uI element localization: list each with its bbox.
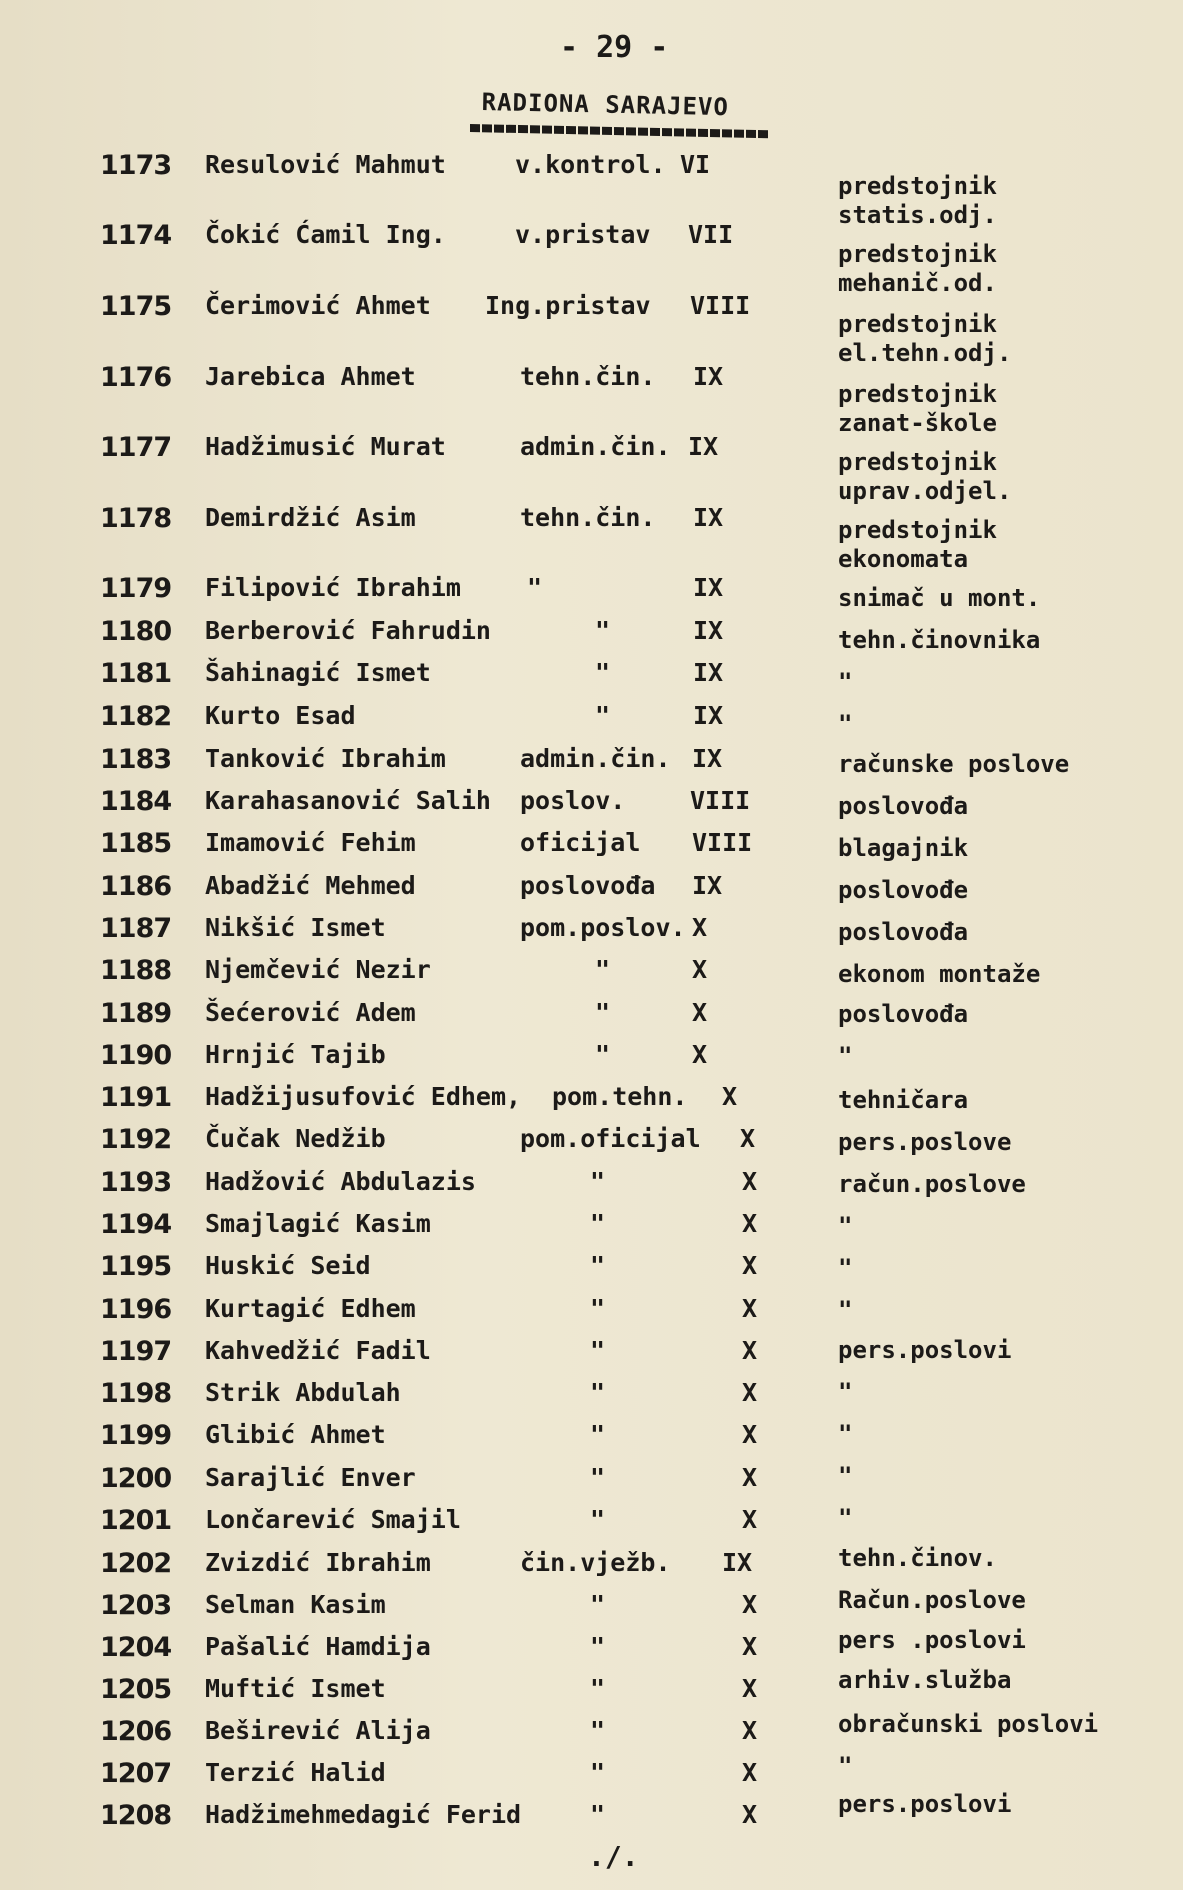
job-title: " — [595, 658, 611, 687]
employee-name: Imamović Fehim — [205, 828, 416, 857]
employee-name: Šećerović Adem — [205, 998, 416, 1027]
job-title: pom.poslov. — [520, 913, 686, 942]
job-title: v.kontrol. — [515, 150, 666, 179]
office-heading: RADIONA SARAJEVO — [481, 88, 730, 122]
employee-name: Jarebica Ahmet — [205, 362, 416, 391]
employee-name: Hadžimusić Murat — [205, 432, 446, 461]
employee-name: Lončarević Smajil — [205, 1505, 461, 1534]
entry-number: 1194 — [100, 1209, 172, 1240]
grade: IX — [693, 616, 724, 645]
duty-entry: pers.poslovi — [838, 1336, 1012, 1364]
entry-number: 1206 — [100, 1716, 172, 1747]
duty-entry: " — [838, 1462, 853, 1490]
employee-name: Hrnjić Tajib — [205, 1040, 386, 1069]
employee-name: Karahasanović Salih — [205, 786, 491, 815]
entry-number: 1201 — [100, 1505, 172, 1536]
employee-name: Huskić Seid — [205, 1251, 371, 1280]
duty-entry: " — [838, 710, 853, 738]
grade: X — [742, 1800, 758, 1829]
grade: X — [740, 1124, 756, 1153]
employee-name: Glibić Ahmet — [205, 1420, 386, 1449]
duty-entry: " — [838, 1212, 853, 1240]
job-title: " — [590, 1209, 606, 1238]
entry-number: 1191 — [100, 1082, 172, 1113]
entry-number: 1202 — [100, 1548, 172, 1579]
employee-name: Beširević Alija — [205, 1716, 431, 1745]
grade: X — [692, 1040, 708, 1069]
duty-entry: poslovođa — [838, 1000, 969, 1028]
duty-entry: predstojnik zanat-škole — [838, 380, 997, 437]
job-title: pom.tehn. — [552, 1082, 688, 1111]
job-title: tehn.čin. — [520, 362, 656, 391]
grade: IX — [693, 701, 724, 730]
duty-entry: " — [838, 1254, 853, 1282]
entry-number: 1179 — [100, 573, 172, 604]
grade: IX — [693, 362, 724, 391]
entry-number: 1205 — [100, 1674, 172, 1705]
grade: VIII — [692, 828, 753, 857]
grade: X — [692, 998, 708, 1027]
duty-entry: " — [838, 1042, 853, 1070]
employee-name: Resulović Mahmut — [205, 150, 446, 179]
entry-number: 1192 — [100, 1124, 172, 1155]
entry-number: 1196 — [100, 1294, 172, 1325]
grade: VIII — [690, 786, 751, 815]
job-title: " — [590, 1800, 606, 1829]
employee-name: Berberović Fahrudin — [205, 616, 491, 645]
grade: X — [742, 1463, 758, 1492]
employee-name: Kurto Esad — [205, 701, 356, 730]
entry-number: 1207 — [100, 1758, 172, 1789]
entry-number: 1189 — [100, 998, 172, 1029]
employee-name: Šahinagić Ismet — [205, 658, 431, 687]
duty-entry: poslovođe — [838, 876, 969, 904]
entry-number: 1173 — [100, 150, 172, 181]
job-title: Ing.pristav — [485, 291, 651, 320]
job-title: " — [595, 701, 611, 730]
employee-name: Filipović Ibrahim — [205, 573, 461, 602]
employee-name: Sarajlić Enver — [205, 1463, 416, 1492]
employee-name: Hadžimehmedagić Ferid — [205, 1800, 522, 1829]
job-title: tehn.čin. — [520, 503, 656, 532]
duty-entry: predstojnik el.tehn.odj. — [838, 310, 1012, 367]
entry-number: 1200 — [100, 1463, 172, 1494]
entry-number: 1178 — [100, 503, 172, 534]
employee-name: Čerimović Ahmet — [205, 291, 431, 320]
job-title: " — [590, 1590, 606, 1619]
entry-number: 1175 — [100, 291, 172, 322]
duty-entry: račun.poslove — [838, 1170, 1026, 1198]
grade: IX — [693, 503, 724, 532]
entry-number: 1204 — [100, 1632, 172, 1663]
entry-number: 1197 — [100, 1336, 172, 1367]
grade: X — [742, 1716, 758, 1745]
job-title: " — [527, 573, 543, 602]
entry-number: 1174 — [100, 220, 172, 251]
entry-number: 1190 — [100, 1040, 172, 1071]
duty-entry: " — [838, 1752, 853, 1780]
job-title: admin.čin. — [520, 744, 671, 773]
grade: X — [742, 1420, 758, 1449]
grade: VIII — [690, 291, 751, 320]
duty-entry: pers.poslovi — [838, 1790, 1012, 1818]
job-title: poslovođa — [520, 871, 656, 900]
grade: X — [742, 1674, 758, 1703]
employee-name: Čučak Nedžib — [205, 1124, 386, 1153]
entry-number: 1184 — [100, 786, 172, 817]
employee-name: Hadžijusufović Edhem, — [205, 1082, 522, 1111]
employee-name: Terzić Halid — [205, 1758, 386, 1787]
grade: X — [742, 1505, 758, 1534]
duty-entry: računske poslove — [838, 750, 1070, 778]
duty-entry: predstojnik ekonomata — [838, 516, 997, 573]
grade: X — [742, 1251, 758, 1280]
duty-entry: poslovođa — [838, 792, 969, 820]
job-title: " — [590, 1294, 606, 1323]
entry-number: 1203 — [100, 1590, 172, 1621]
job-title: " — [595, 1040, 611, 1069]
duty-entry: poslovođa — [838, 918, 969, 946]
grade: X — [742, 1632, 758, 1661]
duty-entry: predstojnik statis.odj. — [838, 172, 997, 229]
entry-number: 1177 — [100, 432, 172, 463]
grade: X — [692, 955, 708, 984]
duty-entry: blagajnik — [838, 834, 969, 862]
grade: IX — [693, 573, 724, 602]
job-title: " — [590, 1167, 606, 1196]
grade: VI — [680, 150, 711, 179]
employee-name: Nikšić Ismet — [205, 913, 386, 942]
employee-name: Hadžović Abdulazis — [205, 1167, 476, 1196]
duty-entry: " — [838, 1296, 853, 1324]
grade: X — [742, 1758, 758, 1787]
employee-name: Pašalić Hamdija — [205, 1632, 431, 1661]
entry-number: 1208 — [100, 1800, 172, 1831]
job-title: pom.oficijal — [520, 1124, 701, 1153]
grade: IX — [722, 1548, 753, 1577]
grade: X — [742, 1167, 758, 1196]
duty-entry: arhiv.služba — [838, 1666, 1012, 1694]
entry-number: 1180 — [100, 616, 172, 647]
grade: IX — [692, 744, 723, 773]
entry-number: 1176 — [100, 362, 172, 393]
job-title: oficijal — [520, 828, 641, 857]
grade: X — [742, 1590, 758, 1619]
duty-entry: pers .poslovi — [838, 1626, 1026, 1654]
job-title: " — [590, 1378, 606, 1407]
duty-entry: " — [838, 668, 853, 696]
grade: IX — [693, 658, 724, 687]
entry-number: 1199 — [100, 1420, 172, 1451]
duty-entry: tehničara — [838, 1086, 969, 1114]
job-title: admin.čin. — [520, 432, 671, 461]
grade: VII — [688, 220, 734, 249]
employee-name: Čokić Ćamil Ing. — [205, 220, 446, 249]
job-title: " — [590, 1336, 606, 1365]
job-title: " — [595, 616, 611, 645]
employee-name: Muftić Ismet — [205, 1674, 386, 1703]
entry-number: 1188 — [100, 955, 172, 986]
job-title: " — [590, 1674, 606, 1703]
duty-entry: predstojnik uprav.odjel. — [838, 448, 1012, 505]
employee-name: Zvizdić Ibrahim — [205, 1548, 431, 1577]
job-title: " — [590, 1632, 606, 1661]
grade: IX — [688, 432, 719, 461]
job-title: " — [590, 1251, 606, 1280]
employee-name: Smajlagić Kasim — [205, 1209, 431, 1238]
employee-name: Demirdžić Asim — [205, 503, 416, 532]
job-title: " — [590, 1505, 606, 1534]
grade: X — [742, 1209, 758, 1238]
duty-entry: " — [838, 1378, 853, 1406]
duty-entry: tehn.činov. — [838, 1544, 997, 1572]
grade: IX — [692, 871, 723, 900]
job-title: " — [590, 1758, 606, 1787]
job-title: " — [595, 998, 611, 1027]
entry-number: 1185 — [100, 828, 172, 859]
entry-number: 1181 — [100, 658, 172, 689]
grade: X — [742, 1294, 758, 1323]
entry-number: 1193 — [100, 1167, 172, 1198]
duty-entry: predstojnik mehanič.od. — [838, 240, 997, 297]
employee-name: Njemčević Nezir — [205, 955, 431, 984]
page-number: - 29 - — [560, 30, 669, 65]
employee-name: Selman Kasim — [205, 1590, 386, 1619]
employee-name: Strik Abdulah — [205, 1378, 401, 1407]
grade: X — [742, 1378, 758, 1407]
duty-entry: Račun.poslove — [838, 1586, 1026, 1614]
entry-number: 1186 — [100, 871, 172, 902]
closing-mark: ./. — [588, 1840, 639, 1873]
duty-entry: " — [838, 1420, 853, 1448]
job-title: v.pristav — [515, 220, 651, 249]
entry-number: 1183 — [100, 744, 172, 775]
entry-number: 1187 — [100, 913, 172, 944]
duty-entry: ekonom montaže — [838, 960, 1041, 988]
grade: X — [722, 1082, 738, 1111]
employee-name: Kurtagić Edhem — [205, 1294, 416, 1323]
grade: X — [742, 1336, 758, 1365]
duty-entry: tehn.činovnika — [838, 626, 1041, 654]
job-title: čin.vježb. — [520, 1548, 671, 1577]
job-title: " — [590, 1716, 606, 1745]
duty-entry: pers.poslove — [838, 1128, 1012, 1156]
job-title: " — [590, 1463, 606, 1492]
job-title: " — [590, 1420, 606, 1449]
employee-name: Tanković Ibrahim — [205, 744, 446, 773]
entry-number: 1182 — [100, 701, 172, 732]
duty-entry: " — [838, 1504, 853, 1532]
duty-entry: obračunski poslovi — [838, 1710, 1099, 1738]
job-title: poslov. — [520, 786, 626, 815]
entry-number: 1195 — [100, 1251, 172, 1282]
entry-number: 1198 — [100, 1378, 172, 1409]
employee-name: Kahvedžić Fadil — [205, 1336, 431, 1365]
job-title: " — [595, 955, 611, 984]
employee-name: Abadžić Mehmed — [205, 871, 416, 900]
duty-entry: snimač u mont. — [838, 584, 1041, 612]
grade: X — [692, 913, 708, 942]
